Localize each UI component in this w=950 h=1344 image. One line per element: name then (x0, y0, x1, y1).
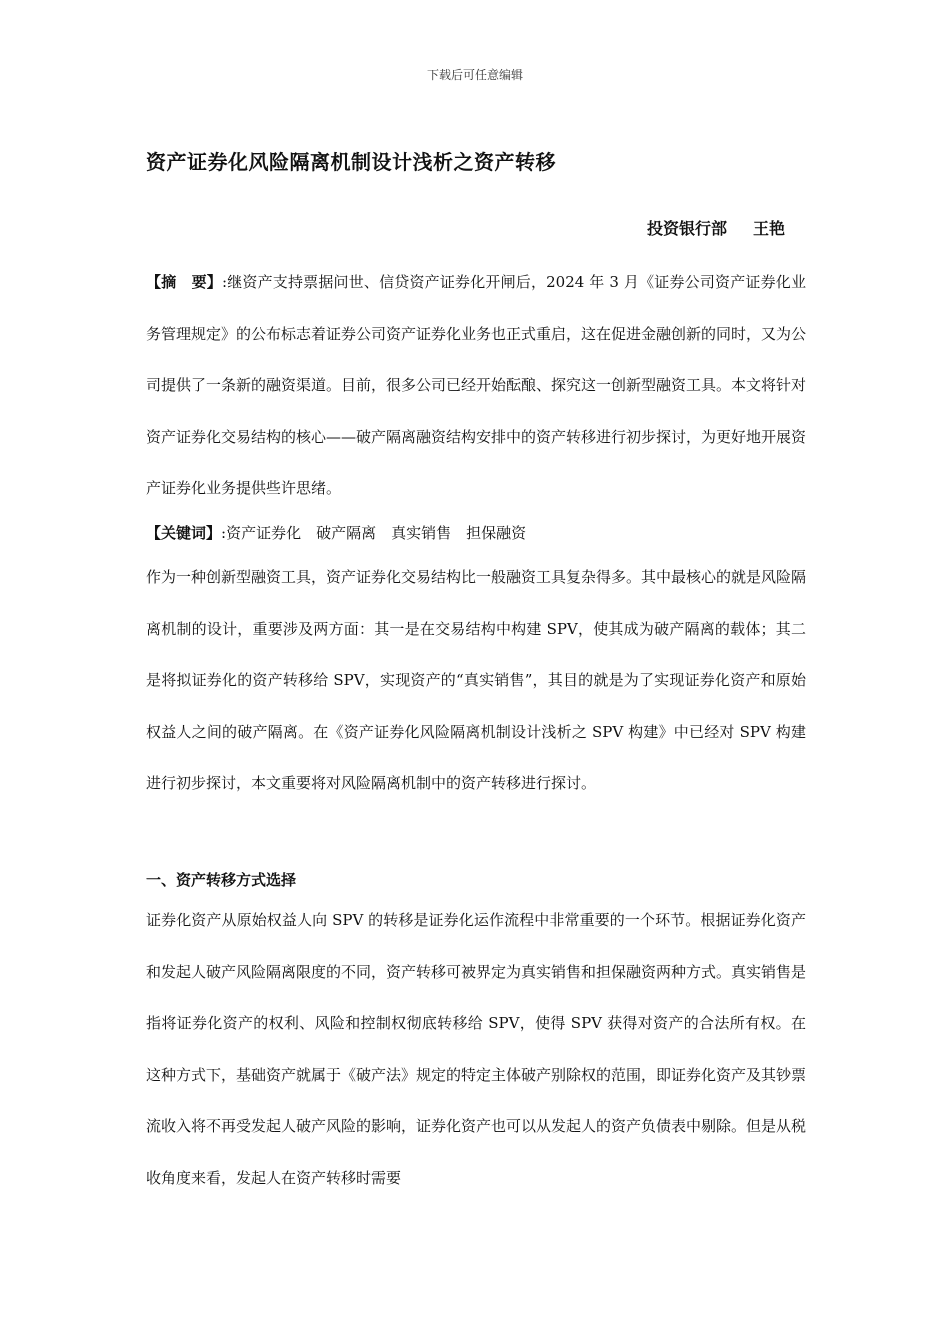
page-header-note: 下载后可任意编辑 (426, 68, 523, 82)
abstract-block (146, 257, 806, 515)
keywords-block (146, 518, 806, 548)
section1-paragraph: 证券化资产从原始权益人向 SPV 的转移是证券化运作流程中非常重要的一个环节。根据证券化资产和发起人破产风险隔离限度的不同，资产转移可被界定为真实销售和担保融资两种方式。真实销售是指将证券化资产的权利、风险和控制权彻底转移给 SPV，使得 SPV 获得对资产的合法所有权。在这种方式下，基础资产就属于《破产法》规定的特定主体破产别除权的范围，即证券化资产及其钞票流收入将不再受发起人破产风险的影响，证券化资产也可以从发起人的资产负债表中剔除。但是从税收角度来看，发起人在资产转移时需要 (146, 911, 807, 1187)
author-name: 王艳 (752, 219, 785, 238)
intro-paragraph: 作为一种创新型融资工具，资产证券化交易结构比一般融资工具复杂得多。其中最核心的就是风险隔离机制的设计，重要涉及两方面：其一是在交易结构中构建 SPV，使其成为破产隔离的载体；其二是将拟证券化的资产转移给 SPV，实现资产的“真实销售”，其目的就是为了实现证券化资产和原始权益人之间的破产隔离。在《资产证券化风险隔离机制设计浅析之 SPV 构建》中已经对 SPV 构建进行初步探讨，本文重要将对风险隔离机制中的资产转移进行探讨。 (146, 568, 807, 792)
intro-block (146, 552, 806, 810)
abstract-label: 【摘 要】 (146, 273, 222, 291)
author-line (647, 216, 785, 239)
abstract-text: :继资产支持票据问世、信贷资产证券化开闸后，2024 年 3 月《证券公司资产证券化业务管理规定》的公布标志着证券公司资产证券化业务也正式重启，这在促进金融创新的同时，又为公司提供了一条新的融资渠道。目前，很多公司已经开始酝酿、探究这一创新型融资工具。本文将针对资产证券化交易结构的核心——破产隔离融资结构安排中的资产转移进行初步探讨，为更好地开展资产证券化业务提供些许思绪。 (146, 273, 807, 497)
document-title: 资产证券化风险隔离机制设计浅析之资产转移 (146, 150, 556, 174)
author-department: 投资银行部 (646, 219, 727, 238)
section1-heading: 一、资产转移方式选择 (146, 871, 297, 889)
keywords-text: :资产证券化 破产隔离 真实销售 担保融资 (221, 524, 527, 542)
keywords-label: 【关键词】 (146, 524, 222, 542)
abstract-paragraph (146, 257, 806, 515)
keywords-paragraph (146, 518, 806, 548)
section1-block (146, 895, 806, 1204)
